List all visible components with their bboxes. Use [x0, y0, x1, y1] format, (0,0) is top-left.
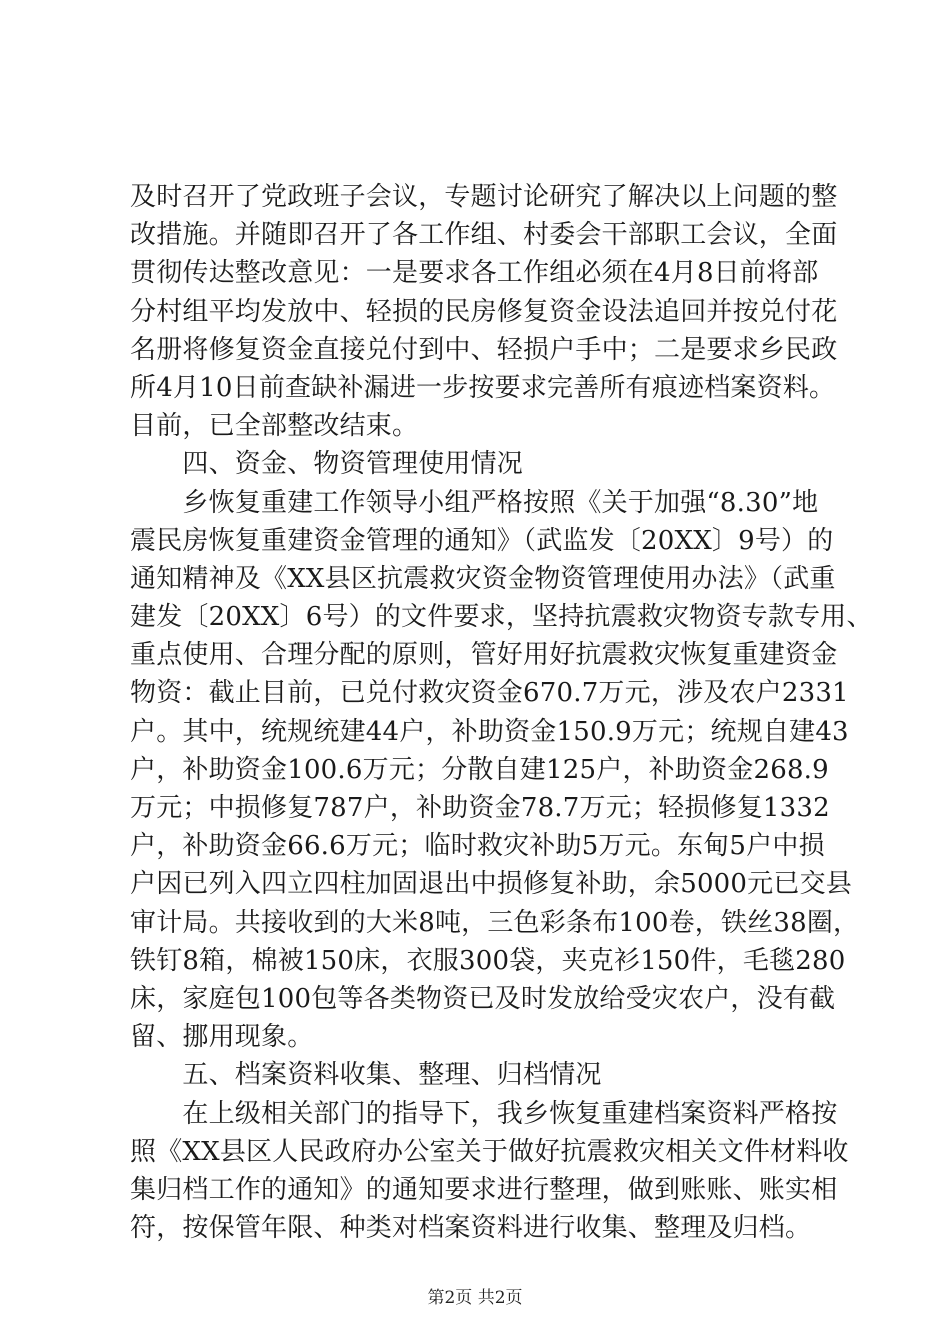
- text-line: 户因已列入四立四柱加固退出中损修复补助，余5000元已交县: [130, 869, 852, 900]
- page-number-label: 第2页 共2页: [427, 1288, 523, 1308]
- text-line: 万元；中损修复787户，补助资金78.7万元；轻损修复1332: [130, 793, 830, 823]
- text-line: 所4月10日前查缺补漏进一步按要求完善所有痕迹档案资料。: [130, 372, 836, 403]
- text-line: 贯彻传达整改意见：一是要求各工作组必须在4月8日前将部: [130, 258, 819, 289]
- text-line: 照《XX县区人民政府办公室关于做好抗震救灾相关文件材料收: [130, 1136, 849, 1167]
- text-line: 建发〔20XX〕6号）的文件要求，坚持抗震救灾物资专款专用、: [130, 602, 873, 633]
- text-line: 留、挪用现象。: [130, 1022, 314, 1053]
- section-heading-5: 五、档案资料收集、整理、归档情况: [130, 1060, 602, 1091]
- text-line: 名册将修复资金直接兑付到中、轻损户手中；二是要求乡民政: [130, 334, 838, 365]
- text-line: 铁钉8箱，棉被150床，衣服300袋，夹克衫150件，毛毯280: [130, 945, 846, 976]
- page-footer: [0, 1283, 950, 1308]
- text-line: 在上级相关部门的指导下，我乡恢复重建档案资料严格按: [130, 1098, 838, 1129]
- text-line: 及时召开了党政班子会议，专题讨论研究了解决以上问题的整: [130, 182, 838, 212]
- text-line: 床，家庭包100包等各类物资已及时发放给受灾农户，没有截: [130, 983, 836, 1014]
- text-line: 户，补助资金100.6万元；分散自建125户，补助资金268.9: [130, 754, 829, 785]
- text-line: 户。其中，统规统建44户，补助资金150.9万元；统规自建43: [130, 716, 849, 747]
- text-line: 物资：截止目前，已兑付救灾资金670.7万元，涉及农户2331: [130, 678, 849, 709]
- text-line: 户，补助资金66.6万元；临时救灾补助5万元。东甸5户中损: [130, 831, 825, 862]
- section-heading-4: 四、资金、物资管理使用情况: [130, 449, 524, 480]
- text-line: 乡恢复重建工作领导小组严格按照《关于加强“8.30”地: [130, 487, 819, 518]
- text-line: 符，按保管年限、种类对档案资料进行收集、整理及归档。: [130, 1213, 812, 1244]
- text-line: 集归档工作的通知》的通知要求进行整理，做到账账、账实相: [130, 1174, 838, 1205]
- text-line: 通知精神及《XX县区抗震救灾资金物资管理使用办法》（武重: [130, 563, 836, 594]
- text-line: 审计局。共接收到的大米8吨，三色彩条布100卷，铁丝38圈，: [130, 907, 860, 938]
- text-line: 重点使用、合理分配的原则，管好用好抗震救灾恢复重建资金: [130, 640, 838, 671]
- text-line: 目前，已全部整改结束。: [130, 411, 419, 442]
- text-line: 分村组平均发放中、轻损的民房修复资金设法追回并按兑付花: [130, 296, 838, 327]
- text-line: 震民房恢复重建资金管理的通知》（武监发〔20XX〕9号）的: [130, 525, 834, 556]
- document-body: [130, 178, 873, 1247]
- text-line: 改措施。并随即召开了各工作组、村委会干部职工会议，全面: [130, 220, 838, 251]
